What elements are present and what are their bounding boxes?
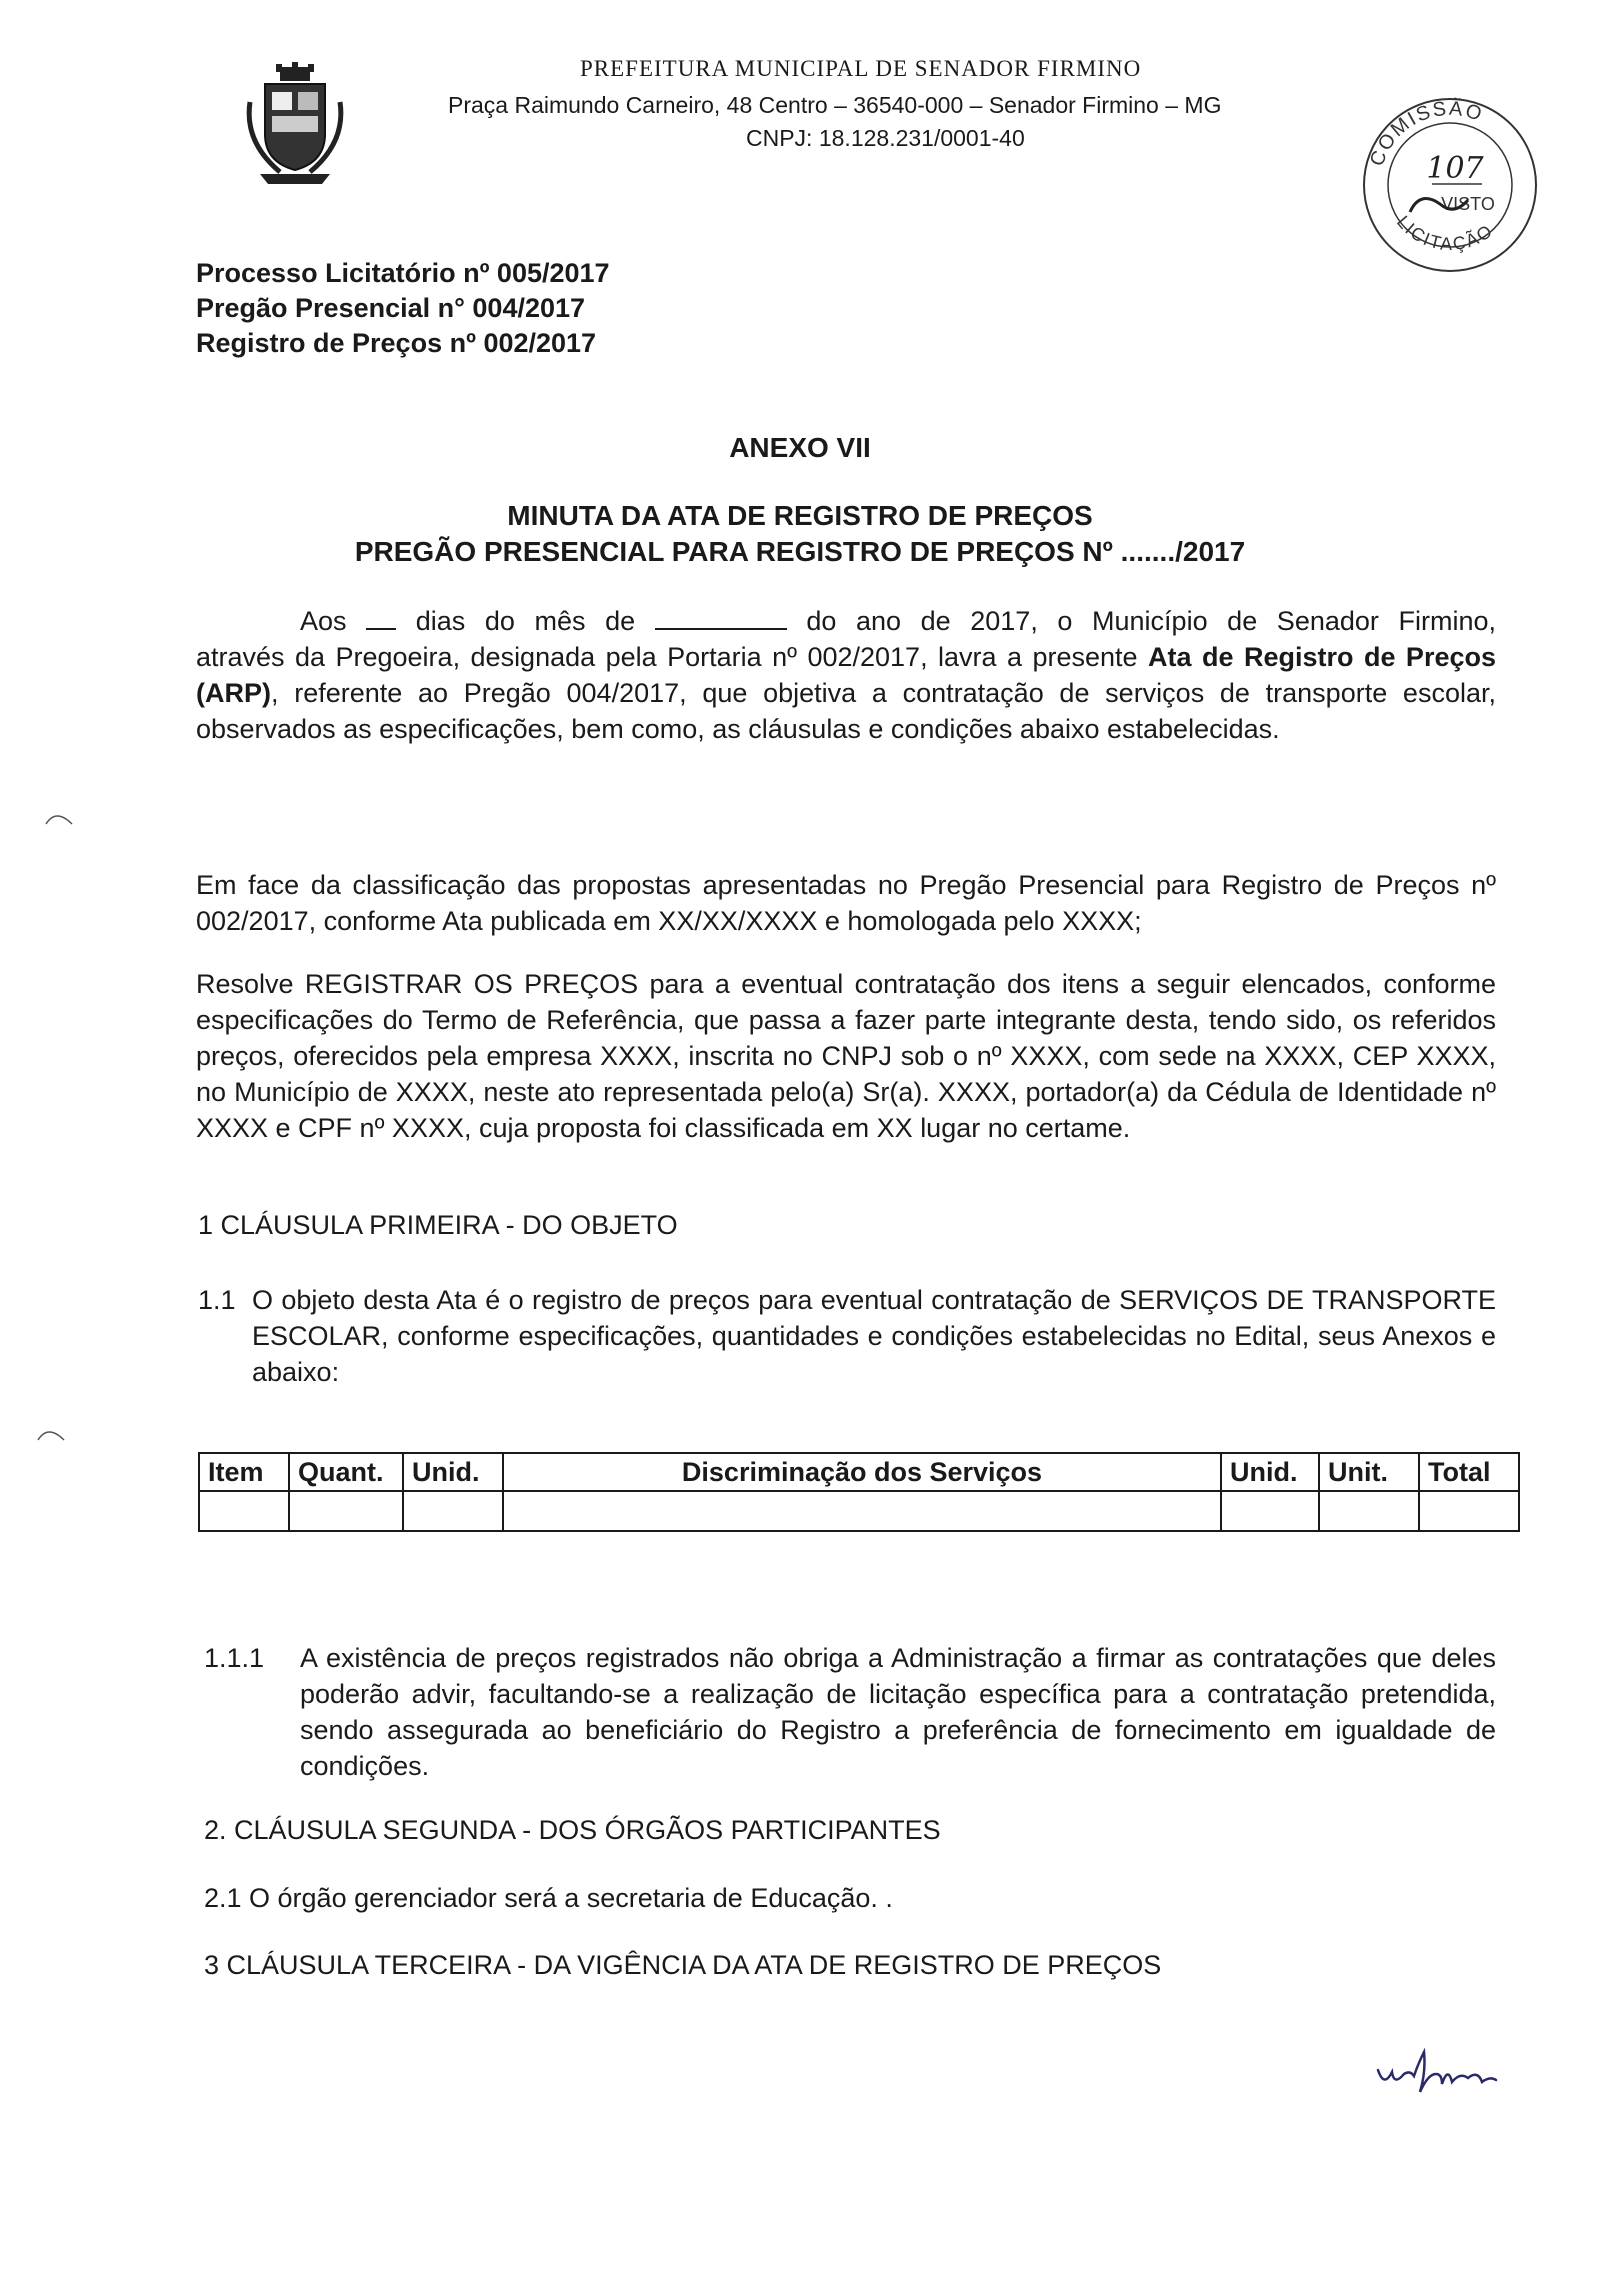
clause3-title: 3 CLÁUSULA TERCEIRA - DA VIGÊNCIA DA ATA DE REGISTRO DE PREÇOS [204,1950,1162,1980]
pregao-number: Pregão Presencial n° 004/2017 [196,293,586,323]
process-number: Processo Licitatório nº 005/2017 [196,258,610,288]
paragraph-face: Em face da classificação das propostas apresentadas no Pregão Presencial para Registro de Preços nº 002/2017, conforme Ata publicada em XX/XX/XXXX e homologada pelo XXXX; [196,870,1496,936]
col-quant: Quant. [289,1453,403,1491]
blank-day [366,608,396,630]
title-line-2: PREGÃO PRESENCIAL PARA REGISTRO DE PREÇOS Nº ......./2017 [354,536,1246,567]
col-total: Total [1419,1453,1519,1491]
header-title: PREFEITURA MUNICIPAL DE SENADOR FIRMINO [580,56,1142,81]
margin-mark [44,806,74,828]
col-unit: Unit. [1319,1453,1419,1491]
stamp-middle-text: VISTO [1441,194,1495,214]
col-discriminacao: Discriminação dos Serviços [503,1453,1221,1491]
blank-month [655,608,787,630]
clause1-1-text: O objeto desta Ata é o registro de preços para eventual contratação de SERVIÇOS DE TRANSPORTE ESCOLAR, conforme especificações, quantidades e condições estabelecidas no Edital, seus Anexos e abaixo: [252,1285,1496,1387]
clause1-1-1-text: A existência de preços registrados não obriga a Administração a firmar as contratações que deles poderão advir, facultando-se a realização de licitação específica para a contratação pretendida, sendo assegurada ao beneficiário do Registro a preferência de fornecimento em igualdade de condições. [300,1643,1496,1781]
table-header-row [199,1453,1519,1491]
intro-line2c: , referente ao Pregão 004/2017, que objetiva a contratação de serviços de transporte escolar, observados as especificações, bem como, as cláusulas e condições abaixo estabelecidas. [196,678,1496,744]
header-address: Praça Raimundo Carneiro, 48 Centro – 36540-000 – Senador Firmino – MG [448,92,1222,118]
commission-stamp [1350,90,1550,280]
municipal-crest-logo [240,62,350,192]
clause1-1-1-number: 1.1.1 [204,1643,265,1673]
col-item: Item [199,1453,289,1491]
services-table [198,1452,1520,1532]
stamp-top-text: COMISSÃO [1365,97,1487,170]
clause2-1-text: 2.1 O órgão gerenciador será a secretaria de Educação. . [204,1883,893,1913]
clause1-title: 1 CLÁUSULA PRIMEIRA - DO OBJETO [198,1210,678,1240]
col-unid: Unid. [403,1453,503,1491]
intro-ano: do ano de 2017, o Município de Senador Firmino, [806,606,1496,636]
margin-mark [36,1422,66,1444]
svg-text:LICITAÇÃO [1393,212,1497,254]
annex-heading: ANEXO VII [729,432,871,463]
handwritten-signature [1370,2032,1550,2102]
col-unid-2: Unid. [1221,1453,1319,1491]
title-line-1: MINUTA DA ATA DE REGISTRO DE PREÇOS [507,500,1093,531]
intro-paragraph [196,603,1496,747]
intro-aos: Aos [300,606,347,636]
registro-number: Registro de Preços nº 002/2017 [196,328,597,358]
table-row [199,1491,1519,1531]
intro-line2a: através da Pregoeira, designada pela Portaria nº 002/2017, lavra a presente [196,642,1138,672]
clause2-title: 2. CLÁUSULA SEGUNDA - DOS ÓRGÃOS PARTICIPANTES [204,1815,941,1845]
paragraph-resolve: Resolve REGISTRAR OS PREÇOS para a eventual contratação dos itens a seguir elencados, conforme especificações do Termo de Referência, que passa a fazer parte integrante desta, tendo sido, os referidos preços, oferecidos pela empresa XXXX, inscrita no CNPJ sob o nº XXXX, com sede na XXXX, CEP XXXX, no Município de XXXX, neste ato representada pelo(a) Sr(a). XXXX, portador(a) da Cédula de Identidade nº XXXX e CPF nº XXXX, cuja proposta foi classificada em XX lugar no certame. [196,969,1496,1143]
intro-dias: dias do mês de [415,606,636,636]
header-cnpj: CNPJ: 18.128.231/0001-40 [746,125,1025,151]
stamp-bottom-text: LICITAÇÃO [1392,211,1498,255]
stamp-number: 107 [1426,151,1484,186]
clause1-1-number: 1.1 [198,1285,236,1315]
intro-line2b: Ata de Registro de Preços (ARP) [196,642,1496,708]
